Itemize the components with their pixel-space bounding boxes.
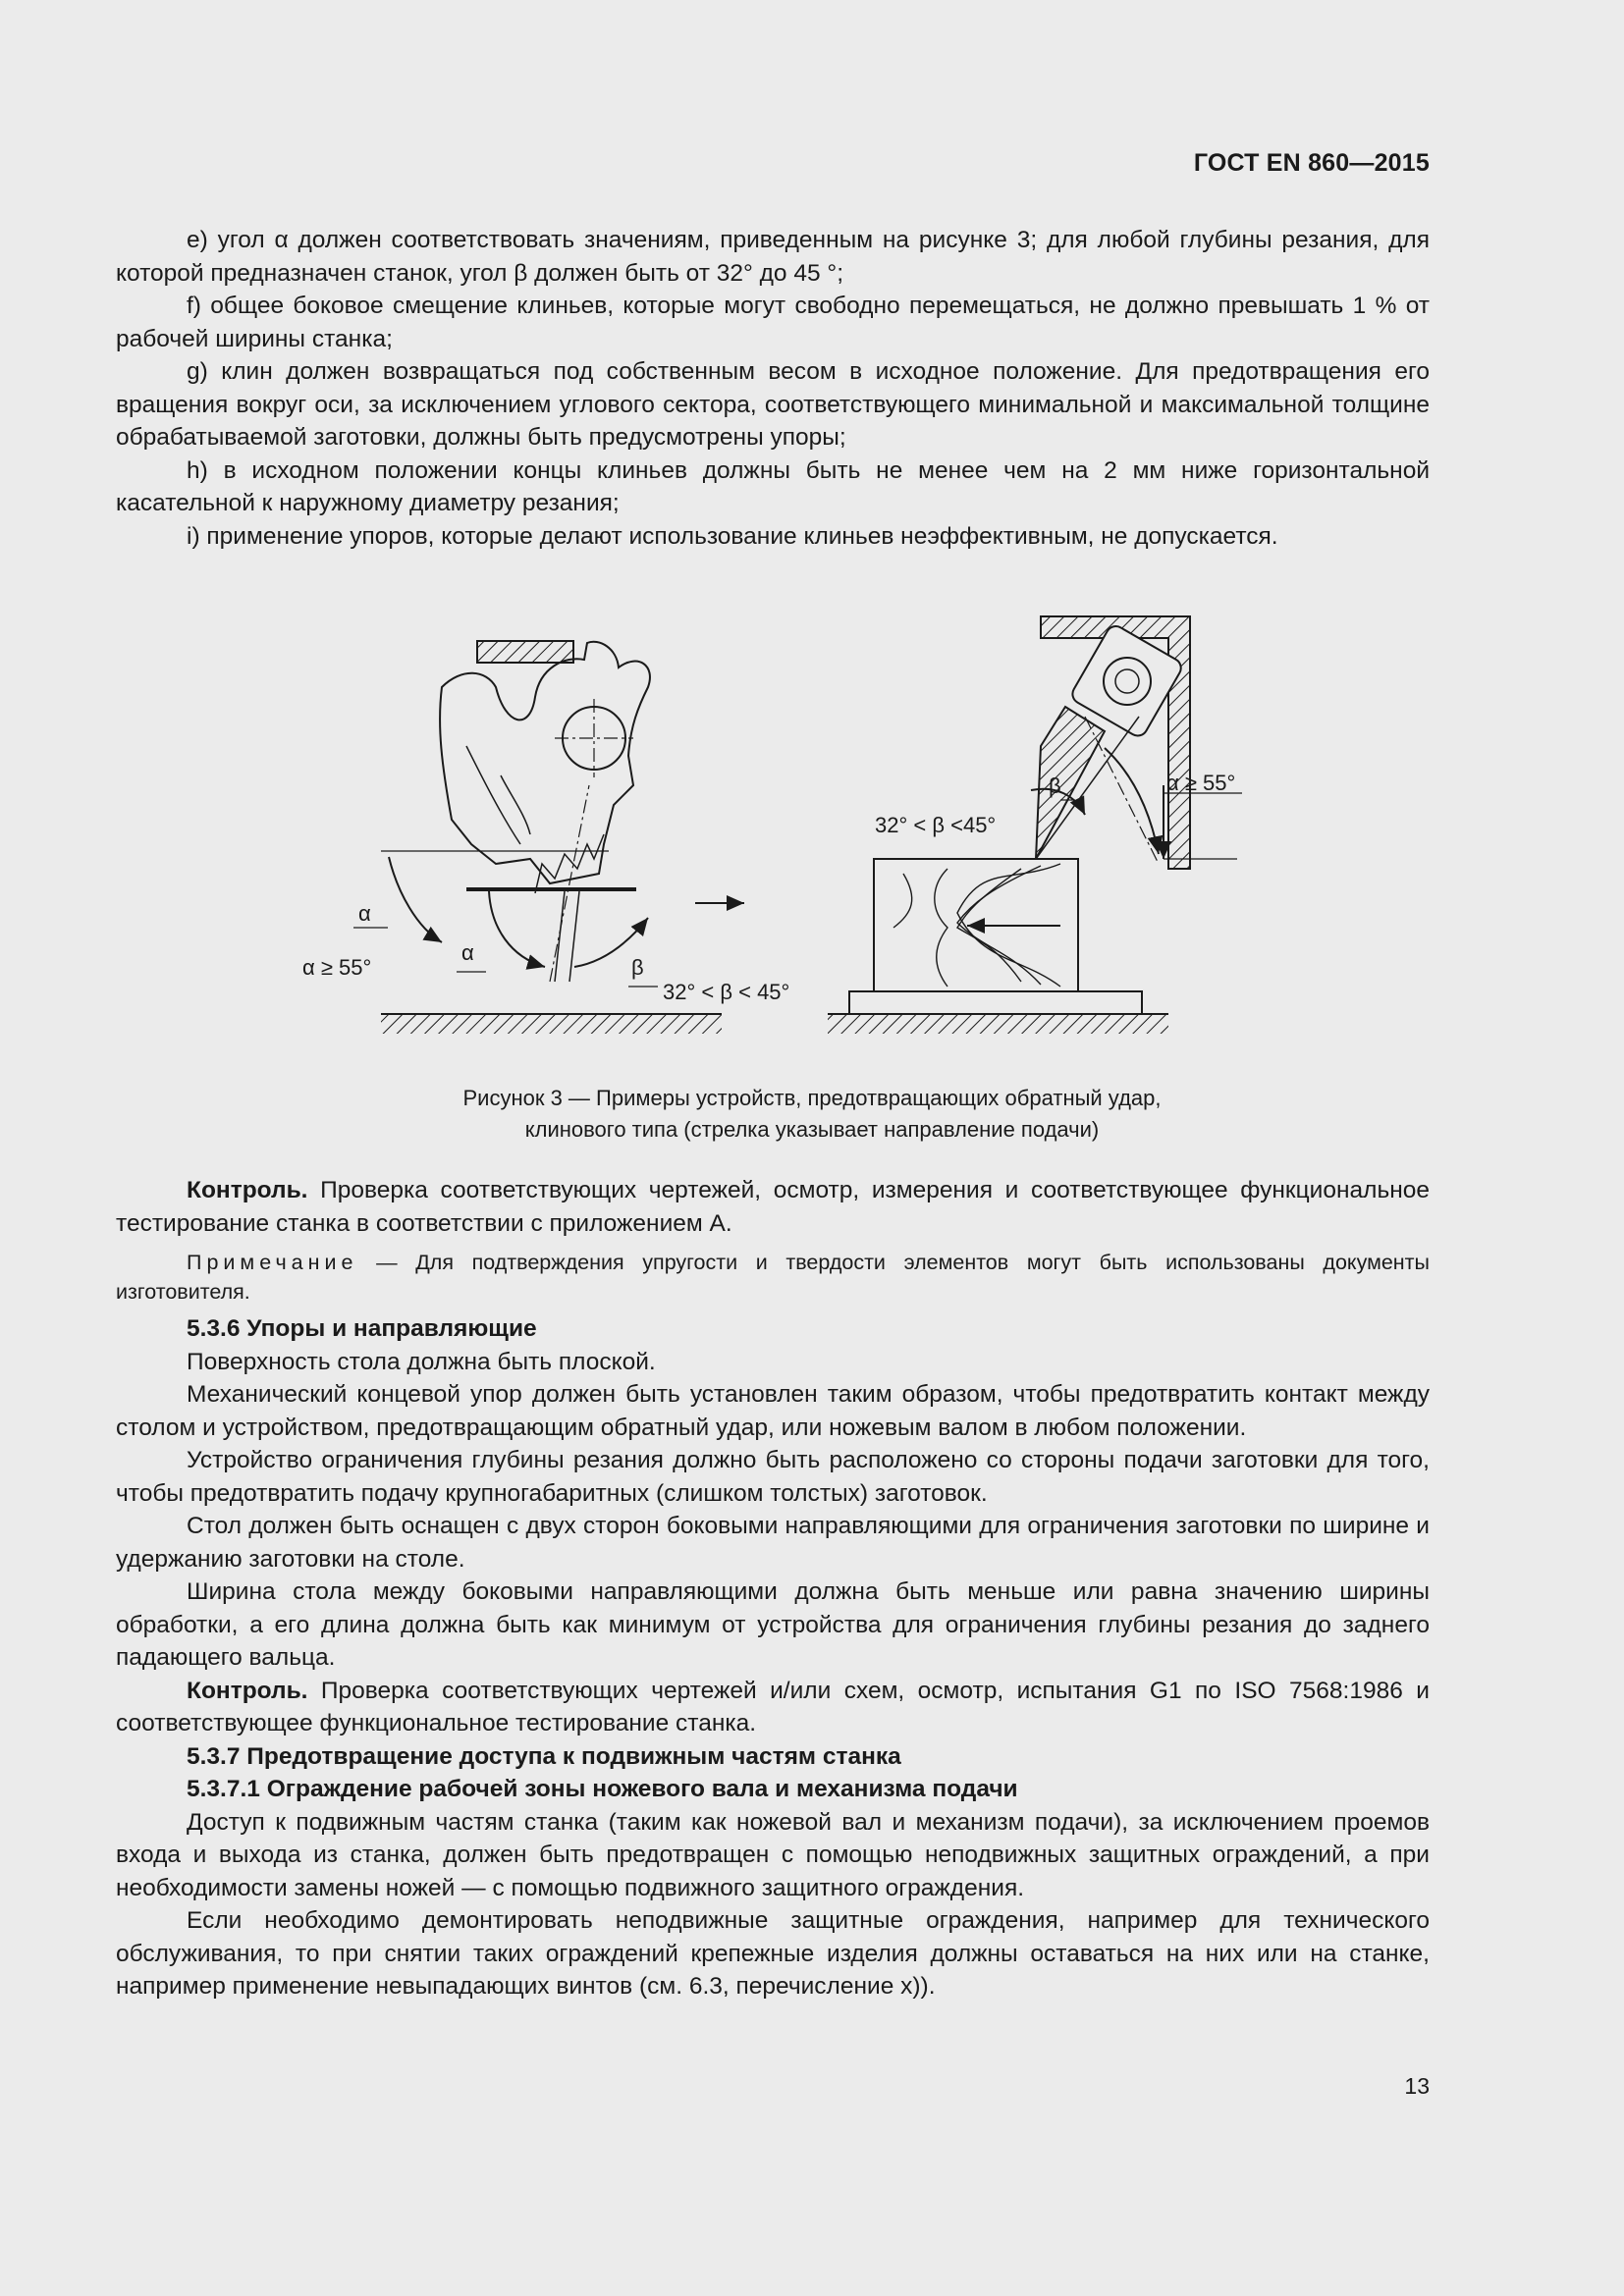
- right-alpha-condition: α ≥ 55°: [1166, 771, 1236, 795]
- left-alpha-bottom-label: α: [461, 940, 474, 965]
- section-537-heading: 5.3.7 Предотвращение доступа к подвижным частям станка: [187, 1742, 901, 1770]
- list-item-e: e) угол α должен соответствовать значениям, приведенным на рисунке 3; для любой глубины резания, для которой предназначен станок, угол β должен быть от 32° до 45 °;: [116, 227, 1430, 287]
- page-number: 13: [1404, 2073, 1430, 2099]
- list-item-h: h) в исходном положении концы клиньев должны быть не менее чем на 2 мм ниже горизонтальной касательной к наружному диаметру резания;: [116, 456, 1430, 516]
- control-text: Проверка соответствующих чертежей, осмотр, измерения и соответствующее функциональное тестирование станка в соответствии с приложением А.: [116, 1177, 1430, 1237]
- section-536-paragraph: Стол должен быть оснащен с двух сторон боковыми направляющими для ограничения заготовки по ширине и удержанию заготовки на столе.: [116, 1513, 1430, 1573]
- section-537-paragraph: Доступ к подвижным частям станка (таким как ножевой вал и механизм подачи), за исключением проемов входа и выхода из станка, должен быть предотвращен с помощью неподвижных защитных ограждений, а при необходимости замены ножей — с помощью подвижного защитного ограждения.: [116, 1808, 1430, 1901]
- section-536-paragraph: Устройство ограничения глубины резания должно быть расположено со стороны подачи заготовки для того, чтобы предотвратить подачу крупногабаритных (слишком толстых) заготовок.: [116, 1447, 1430, 1507]
- control-label: Контроль.: [187, 1177, 308, 1203]
- figure-3: [302, 609, 1236, 1060]
- left-ground-hatch: [381, 1014, 722, 1034]
- right-beta-label: β: [1049, 774, 1061, 798]
- control-label: Контроль.: [187, 1677, 308, 1704]
- note-text: — Для подтверждения упругости и твердости элементов могут быть использованы документы изготовителя.: [116, 1251, 1430, 1304]
- section-537-paragraph: Если необходимо демонтировать неподвижные защитные ограждения, например для технического обслуживания, то при снятии таких ограждений крепежные изделия должны оставаться на них или на станке, например применение невыпадающих винтов (см. 6.3, перечисление х)).: [116, 1907, 1430, 2000]
- document-id: ГОСТ EN 860—2015: [1193, 149, 1430, 177]
- main-text: [116, 1174, 1430, 2003]
- control-paragraph-1: [116, 1174, 1430, 1240]
- left-mount-hatch: [477, 641, 573, 663]
- section-536-paragraph: Ширина стола между боковыми направляющими должна быть меньше или равна значению ширины обработки, а его длина должна быть как минимум от устройства для ограничения глубины резания до заднего падающего вальца.: [116, 1578, 1430, 1671]
- right-beta-condition: 32° < β <45°: [875, 813, 997, 837]
- left-device-drawing: [353, 641, 744, 1034]
- list-item-i: i) применение упоров, которые делают использование клиньев неэффективным, не допускается.: [187, 522, 1278, 550]
- list-item-g: g) клин должен возвращаться под собственным весом в исходное положение. Для предотвращения его вращения вокруг оси, за исключением углового сектора, соответствующего минимальной и максимальной толщине обрабатываемой заготовки, должны быть предусмотрены упоры;: [116, 358, 1430, 451]
- left-alpha-top-label: α: [358, 901, 371, 926]
- figure-caption: [0, 1083, 1624, 1146]
- note-paragraph: [116, 1248, 1430, 1307]
- right-wedge-hatch: [1036, 707, 1105, 859]
- list-item-f: f) общее боковое смещение клиньев, которые могут свободно перемещаться, не должно превышать 1 % от рабочей ширины станка;: [116, 293, 1430, 352]
- left-beta-label: β: [631, 955, 644, 980]
- list-items: [116, 224, 1430, 553]
- left-beta-condition: 32° < β < 45°: [663, 980, 790, 1004]
- control-paragraph-2: [116, 1675, 1430, 1740]
- note-label: Примечание: [187, 1251, 358, 1274]
- caption-line-1: Рисунок 3 — Примеры устройств, предотвращающих обратный удар,: [462, 1086, 1162, 1110]
- right-ground-hatch: [828, 1014, 1168, 1034]
- section-536-paragraph: Механический концевой упор должен быть установлен таким образом, чтобы предотвратить контакт между столом и устройством, предотвращающим обратный удар, или ножевым валом в любом положении.: [116, 1381, 1430, 1441]
- left-alpha-condition: α ≥ 55°: [302, 955, 372, 980]
- section-536-heading: 5.3.6 Упоры и направляющие: [187, 1315, 537, 1342]
- left-wedge-outline: [440, 642, 650, 883]
- section-5371-heading: 5.3.7.1 Ограждение рабочей зоны ножевого вала и механизма подачи: [187, 1776, 1018, 1802]
- caption-line-2: клинового типа (стрелка указывает направление подачи): [524, 1117, 1100, 1142]
- control-text: Проверка соответствующих чертежей и/или схем, осмотр, испытания G1 по ISO 7568:1986 и соответствующее функциональное тестирование станка.: [116, 1677, 1430, 1736]
- section-536-paragraph: Поверхность стола должна быть плоской.: [187, 1348, 656, 1375]
